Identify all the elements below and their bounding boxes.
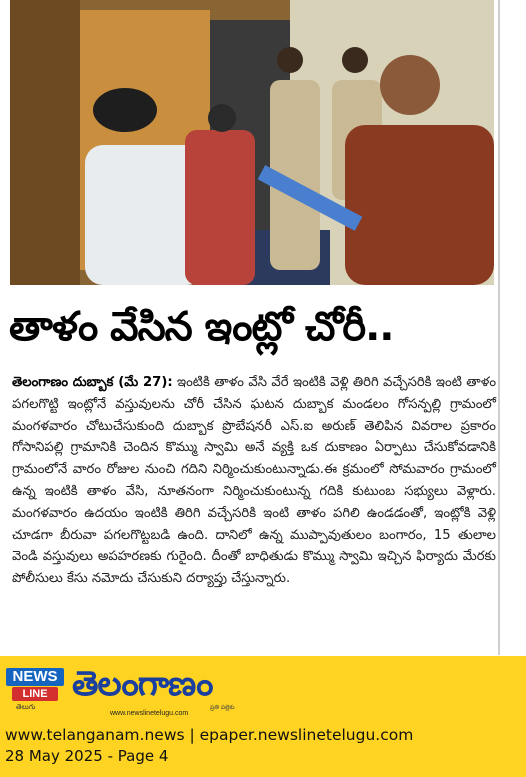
article-text: ఇంటికి తాళం వేసి వేరే ఇంటికి వెళ్లి తిరిగి వచ్చేసరికి ఇంటి తాళం పగలగొట్టి ఇంట్లోనే వస్తువులను చోరీ చేసిన ఘటన దుబ్బాక మండలం గోసన్పల్లి గ్రామంలో మంగళవారం చోటుచేసుకుంది దుబ్బాక ప్రొబేషనరీ ఎస్.ఐ అరుణ్ తెలిపిన వివరాల ప్రకారం గోసానిపల్లి గ్రామానికి చెందిన కొమ్ము స్వామి అనే వ్యక్తి ఒక దుకాణం ఏర్పాటు చేసుకోవడానికి గ్రామంలోనే వారం రోజుల నుంచి గదిని నిర్మించుకుంటున్నాడు.ఈ క్రమంలో సోమవారం గ్రామంలో ఉన్న ఇంటికి తాళం వేసి, నూతనంగా నిర్మించుకుంటున్న గదికి కుటుంబ సభ్యులు వెళ్లారు. మంగళవారం ఉదయం ఇంటికి తిరిగి వచ్చేసరికి ఇంటి తాళం పగిలి ఉండడంతో, ఇంట్లోకి వెళ్లి చూడగా బీరువా పగలగొట్టబడి ఉంది. దానిలో ఉన్న ముప్పావుతులం బంగారం, 15 తులాల వెండి వస్తువులు అపహరణకు గురైంది. దీంతో బాధితుడు కొమ్ము స్వామి ఇచ్చిన ఫిర్యాదు మేరకు పోలీసులు కేసు నమోదు చేసుకుని దర్యాప్తు చేస్తున్నారు. [12,375,497,587]
news-photo [10,0,494,285]
footer [0,656,526,777]
article-body [12,372,496,590]
newsline-logo-news: NEWS [6,668,64,686]
newsline-logo-sub: తెలుగు [16,703,36,711]
logo-tagline: ప్రతి పల్లెకు [210,704,235,711]
logo-url: www.newslinetelugu.com [110,710,189,717]
newsline-logo-line: LINE [12,687,58,701]
telanganam-logo: తెలంగాణం [72,664,213,704]
headline: తాళం వేసిన ఇంట్లో చోరీ.. [9,304,394,350]
article-dateline: తెలంగాణం దుబ్బాక (మే 27): [12,375,173,390]
footer-date-page: 28 May 2025 - Page 4 [5,747,169,765]
news-photo-illustration [10,0,494,285]
newsline-logo [6,668,64,711]
footer-websites: www.telanganam.news | epaper.newslinetelugu.com [5,726,414,744]
